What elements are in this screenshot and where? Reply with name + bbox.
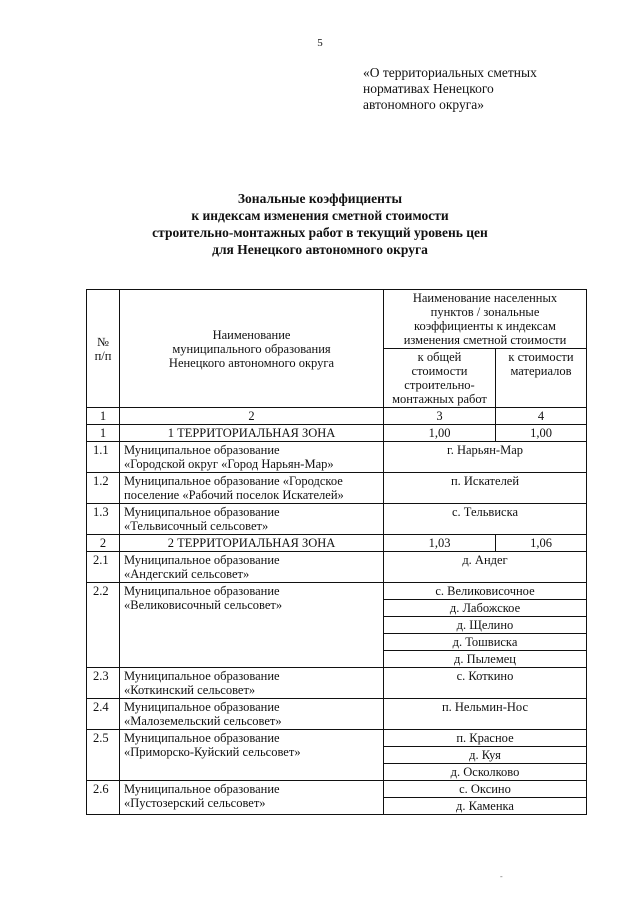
coefficient-smr: 1,00 bbox=[384, 425, 496, 442]
reference-line: «О территориальных сметных bbox=[363, 65, 537, 80]
table-row bbox=[87, 781, 587, 798]
settlement: с. Коткино bbox=[384, 668, 587, 699]
table-row bbox=[87, 583, 587, 600]
settlement: д. Лабожское bbox=[384, 600, 587, 617]
municipality-name: Муниципальное образование «Приморско-Куйский сельсовет» bbox=[120, 730, 384, 781]
column-number: 3 bbox=[384, 408, 496, 425]
settlement: с. Тельвиска bbox=[384, 504, 587, 535]
settlement: г. Нарьян-Мар bbox=[384, 442, 587, 473]
row-number: 2.1 bbox=[87, 552, 120, 583]
municipality-name: Муниципальное образование «Городской округ «Город Нарьян-Мар» bbox=[120, 442, 384, 473]
column-number: 4 bbox=[496, 408, 587, 425]
header-total-cost: к общей стоимости строительно- монтажных работ bbox=[384, 349, 496, 408]
municipality-name: Муниципальное образование «Коткинский сельсовет» bbox=[120, 668, 384, 699]
coefficient-smr: 1,03 bbox=[384, 535, 496, 552]
row-number: 1.1 bbox=[87, 442, 120, 473]
zone-row bbox=[87, 425, 587, 442]
document-reference bbox=[363, 65, 603, 113]
municipality-name: Муниципальное образование «Городское поселение «Рабочий поселок Искателей» bbox=[120, 473, 384, 504]
reference-line: автономного округа» bbox=[363, 97, 484, 112]
table-row bbox=[87, 699, 587, 730]
settlement: п. Искателей bbox=[384, 473, 587, 504]
scan-mark: - bbox=[500, 872, 503, 881]
settlement: п. Красное bbox=[384, 730, 587, 747]
row-number: 2.2 bbox=[87, 583, 120, 668]
municipality-name: Муниципальное образование «Малоземельский сельсовет» bbox=[120, 699, 384, 730]
settlement: д. Пылемец bbox=[384, 651, 587, 668]
header-places-coefficients: Наименование населенных пунктов / зональные коэффициенты к индексам изменения сметной стоимости bbox=[384, 290, 587, 349]
zone-row bbox=[87, 535, 587, 552]
header-materials-cost: к стоимости материалов bbox=[496, 349, 587, 408]
row-number: 1.2 bbox=[87, 473, 120, 504]
settlement: с. Оксино bbox=[384, 781, 587, 798]
reference-line: нормативах Ненецкого bbox=[363, 81, 494, 96]
settlement: д. Осколково bbox=[384, 764, 587, 781]
row-number: 2.5 bbox=[87, 730, 120, 781]
settlement: д. Тошвиска bbox=[384, 634, 587, 651]
coefficients-table bbox=[86, 289, 587, 815]
column-number: 1 bbox=[87, 408, 120, 425]
column-number: 2 bbox=[120, 408, 384, 425]
zone-name: 1 ТЕРРИТОРИАЛЬНАЯ ЗОНА bbox=[120, 425, 384, 442]
title-line: строительно-монтажных работ в текущий уровень цен bbox=[152, 225, 488, 240]
table-row bbox=[87, 442, 587, 473]
zone-name: 2 ТЕРРИТОРИАЛЬНАЯ ЗОНА bbox=[120, 535, 384, 552]
coefficient-materials: 1,06 bbox=[496, 535, 587, 552]
document-title bbox=[0, 190, 640, 258]
title-line: к индексам изменения сметной стоимости bbox=[191, 208, 449, 223]
settlement: д. Куя bbox=[384, 747, 587, 764]
municipality-name: Муниципальное образование «Великовисочный сельсовет» bbox=[120, 583, 384, 668]
settlement: с. Великовисочное bbox=[384, 583, 587, 600]
table-row bbox=[87, 504, 587, 535]
zone-number: 2 bbox=[87, 535, 120, 552]
table-row bbox=[87, 473, 587, 504]
title-line: для Ненецкого автономного округа bbox=[212, 242, 428, 257]
municipality-name: Муниципальное образование «Пустозерский сельсовет» bbox=[120, 781, 384, 815]
table-row bbox=[87, 552, 587, 583]
header-municipality: Наименование муниципального образования Ненецкого автономного округа bbox=[120, 290, 384, 408]
row-number: 1.3 bbox=[87, 504, 120, 535]
header-num: № п/п bbox=[87, 290, 120, 408]
settlement: д. Щелино bbox=[384, 617, 587, 634]
zone-number: 1 bbox=[87, 425, 120, 442]
coefficient-materials: 1,00 bbox=[496, 425, 587, 442]
table-row bbox=[87, 730, 587, 747]
table-header-row bbox=[87, 290, 587, 349]
row-number: 2.4 bbox=[87, 699, 120, 730]
column-numbers-row bbox=[87, 408, 587, 425]
table-row bbox=[87, 668, 587, 699]
settlement: п. Нельмин-Нос bbox=[384, 699, 587, 730]
settlement: д. Каменка bbox=[384, 798, 587, 815]
municipality-name: Муниципальное образование «Андегский сельсовет» bbox=[120, 552, 384, 583]
row-number: 2.6 bbox=[87, 781, 120, 815]
municipality-name: Муниципальное образование «Тельвисочный сельсовет» bbox=[120, 504, 384, 535]
settlement: д. Андег bbox=[384, 552, 587, 583]
row-number: 2.3 bbox=[87, 668, 120, 699]
page-number: 5 bbox=[317, 37, 323, 49]
title-line: Зональные коэффициенты bbox=[237, 191, 403, 206]
